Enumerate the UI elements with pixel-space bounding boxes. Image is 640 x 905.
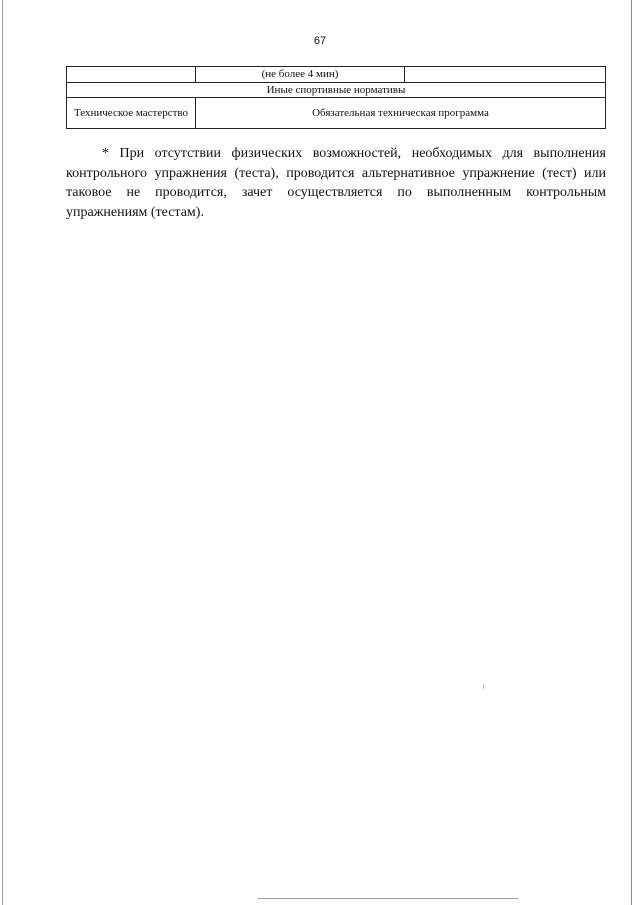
table-cell-time-limit: (не более 4 мин)	[196, 67, 405, 83]
technical-skill-label: Техническое мастерство	[67, 98, 196, 129]
table-section-row	[67, 83, 606, 98]
table-cell-empty-left	[67, 67, 196, 83]
page-number: 67	[313, 35, 327, 47]
table-cell-empty-right	[405, 67, 606, 83]
table-row	[67, 98, 606, 129]
page-edge-left	[2, 0, 3, 905]
page-edge-right	[631, 0, 632, 905]
technical-program-value: Обязательная техническая программа	[196, 98, 606, 129]
section-header-other-norms: Иные спортивные нормативы	[67, 83, 606, 98]
norms-table	[66, 66, 606, 129]
table-row	[67, 67, 606, 83]
page-edge-bottom	[258, 898, 518, 899]
footnote-text: * При отсутствии физических возможностей, необходимых для выполнения контрольного упражнения (теста), проводится альтернативное упражнение (тест) или таковое не проводится, зачет осуществляется по выполненным контрольным упражнениям (тестам).	[66, 146, 606, 220]
scan-artifact	[483, 684, 484, 689]
